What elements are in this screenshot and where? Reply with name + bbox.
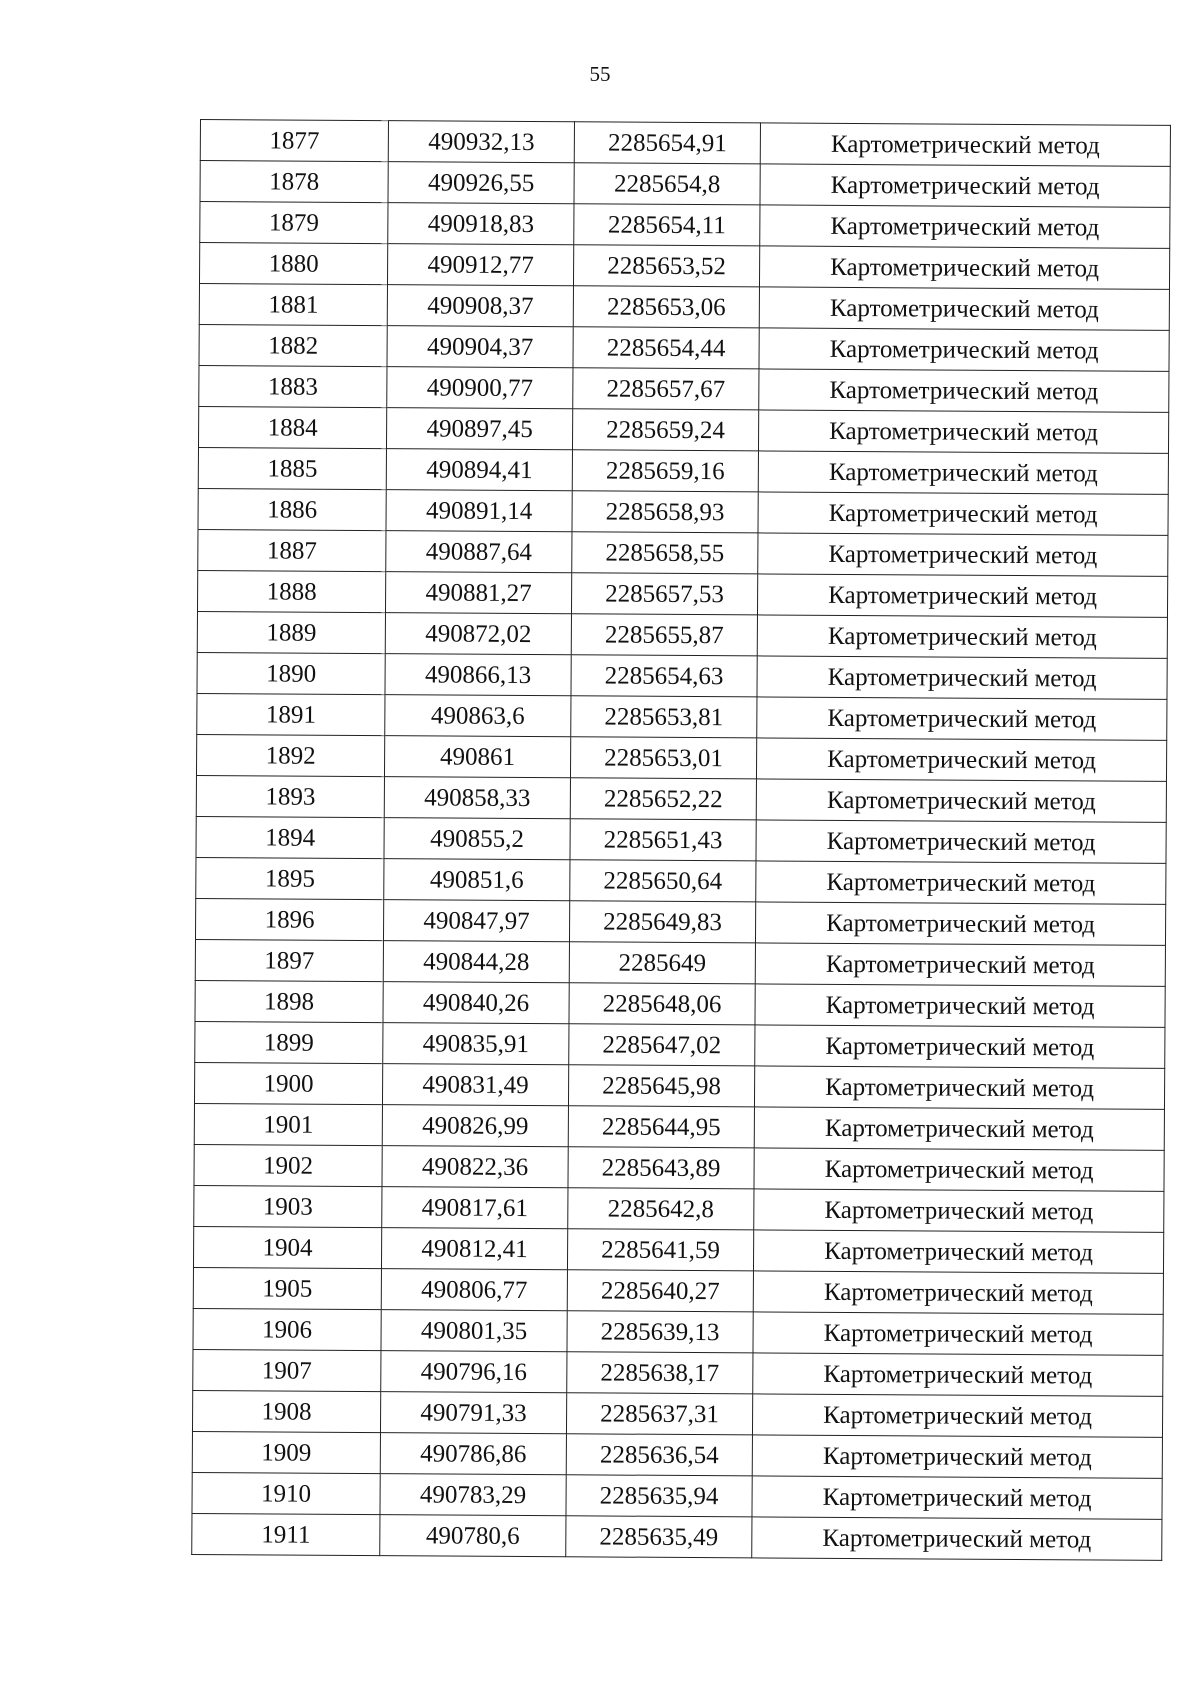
- coordinates-table: [191, 119, 1171, 1561]
- method-cell: Картометрический метод: [759, 328, 1169, 372]
- y-coordinate-cell: 2285651,43: [570, 819, 756, 861]
- method-cell: Картометрический метод: [757, 656, 1167, 700]
- coordinates-table-body: [192, 120, 1171, 1561]
- y-coordinate-cell: 2285638,17: [567, 1352, 753, 1394]
- y-coordinate-cell: 2285640,27: [567, 1270, 753, 1312]
- x-coordinate-cell: 490791,33: [380, 1392, 566, 1434]
- x-coordinate-cell: 490894,41: [386, 449, 572, 491]
- point-number-cell: 1899: [195, 1021, 383, 1063]
- x-coordinate-cell: 490786,86: [380, 1433, 566, 1475]
- y-coordinate-cell: 2285643,89: [568, 1147, 754, 1189]
- method-cell: Картометрический метод: [754, 1148, 1164, 1192]
- table-row: [197, 693, 1167, 740]
- point-number-cell: 1898: [195, 980, 383, 1022]
- table-row: [196, 816, 1166, 863]
- y-coordinate-cell: 2285659,16: [572, 450, 758, 492]
- y-coordinate-cell: 2285653,06: [573, 286, 759, 328]
- x-coordinate-cell: 490897,45: [386, 408, 572, 450]
- x-coordinate-cell: 490796,16: [381, 1351, 567, 1393]
- table-row: [196, 734, 1166, 781]
- table-row: [194, 1062, 1164, 1109]
- point-number-cell: 1883: [199, 365, 387, 407]
- x-coordinate-cell: 490801,35: [381, 1310, 567, 1352]
- table-row: [194, 1103, 1164, 1150]
- point-number-cell: 1880: [199, 243, 387, 285]
- y-coordinate-cell: 2285636,54: [566, 1434, 752, 1476]
- table-row: [195, 980, 1165, 1027]
- method-cell: Картометрический метод: [759, 287, 1169, 331]
- method-cell: Картометрический метод: [753, 1271, 1163, 1315]
- point-number-cell: 1892: [196, 734, 384, 776]
- table-row: [198, 406, 1168, 453]
- y-coordinate-cell: 2285647,02: [569, 1024, 755, 1066]
- x-coordinate-cell: 490783,29: [380, 1474, 566, 1516]
- table-row: [192, 1472, 1162, 1519]
- point-number-cell: 1879: [200, 202, 388, 244]
- table-row: [197, 570, 1167, 617]
- point-number-cell: 1909: [192, 1431, 380, 1473]
- x-coordinate-cell: 490881,27: [385, 572, 571, 614]
- method-cell: Картометрический метод: [757, 574, 1167, 618]
- x-coordinate-cell: 490904,37: [387, 326, 573, 368]
- x-coordinate-cell: 490822,36: [382, 1146, 568, 1188]
- x-coordinate-cell: 490835,91: [383, 1023, 569, 1065]
- x-coordinate-cell: 490855,2: [384, 818, 570, 860]
- y-coordinate-cell: 2285649,83: [569, 901, 755, 943]
- method-cell: Картометрический метод: [755, 943, 1165, 987]
- method-cell: Картометрический метод: [759, 246, 1169, 290]
- page-number: 55: [589, 62, 611, 86]
- point-number-cell: 1894: [196, 816, 384, 858]
- x-coordinate-cell: 490840,26: [383, 982, 569, 1024]
- method-cell: Картометрический метод: [752, 1394, 1162, 1438]
- table-row: [196, 775, 1166, 822]
- table-row: [199, 284, 1169, 331]
- table-row: [199, 365, 1169, 412]
- point-number-cell: 1900: [194, 1062, 382, 1104]
- point-number-cell: 1886: [198, 488, 386, 530]
- y-coordinate-cell: 2285658,93: [572, 491, 758, 533]
- method-cell: Картометрический метод: [757, 615, 1167, 659]
- point-number-cell: 1906: [193, 1308, 381, 1350]
- x-coordinate-cell: 490861: [384, 736, 570, 778]
- method-cell: Картометрический метод: [753, 1353, 1163, 1397]
- y-coordinate-cell: 2285649: [569, 942, 755, 984]
- x-coordinate-cell: 490918,83: [388, 203, 574, 245]
- x-coordinate-cell: 490831,49: [382, 1064, 568, 1106]
- y-coordinate-cell: 2285659,24: [572, 409, 758, 451]
- point-number-cell: 1881: [199, 284, 387, 326]
- table-row: [193, 1349, 1163, 1396]
- x-coordinate-cell: 490826,99: [382, 1105, 568, 1147]
- x-coordinate-cell: 490817,61: [382, 1187, 568, 1229]
- y-coordinate-cell: 2285645,98: [568, 1065, 754, 1107]
- point-number-cell: 1905: [193, 1267, 381, 1309]
- point-number-cell: 1889: [197, 611, 385, 653]
- method-cell: Картометрический метод: [754, 1107, 1164, 1151]
- method-cell: Картометрический метод: [753, 1312, 1163, 1356]
- table-row: [199, 324, 1169, 371]
- point-number-cell: 1878: [200, 161, 388, 203]
- y-coordinate-cell: 2285644,95: [568, 1106, 754, 1148]
- point-number-cell: 1910: [192, 1472, 380, 1514]
- method-cell: Картометрический метод: [756, 861, 1166, 905]
- method-cell: Картометрический метод: [757, 697, 1167, 741]
- table-row: [192, 1513, 1162, 1560]
- point-number-cell: 1888: [197, 570, 385, 612]
- table-row: [193, 1267, 1163, 1314]
- x-coordinate-cell: 490847,97: [383, 900, 569, 942]
- x-coordinate-cell: 490866,13: [385, 654, 571, 696]
- table-row: [200, 161, 1170, 208]
- table-row: [195, 939, 1165, 986]
- point-number-cell: 1891: [197, 693, 385, 735]
- point-number-cell: 1885: [198, 447, 386, 489]
- point-number-cell: 1903: [194, 1185, 382, 1227]
- x-coordinate-cell: 490900,77: [387, 367, 573, 409]
- method-cell: Картометрический метод: [760, 205, 1170, 249]
- point-number-cell: 1895: [196, 857, 384, 899]
- method-cell: Картометрический метод: [759, 369, 1169, 413]
- y-coordinate-cell: 2285658,55: [572, 532, 758, 574]
- x-coordinate-cell: 490851,6: [384, 859, 570, 901]
- y-coordinate-cell: 2285652,22: [570, 778, 756, 820]
- table-row: [192, 1431, 1162, 1478]
- table-row: [198, 529, 1168, 576]
- point-number-cell: 1904: [193, 1226, 381, 1268]
- method-cell: Картометрический метод: [755, 1025, 1165, 1069]
- point-number-cell: 1911: [192, 1513, 380, 1555]
- x-coordinate-cell: 490806,77: [381, 1269, 567, 1311]
- table-row: [200, 202, 1170, 249]
- y-coordinate-cell: 2285653,01: [570, 737, 756, 779]
- table-row: [192, 1390, 1162, 1437]
- method-cell: Картометрический метод: [755, 984, 1165, 1028]
- point-number-cell: 1887: [198, 529, 386, 571]
- y-coordinate-cell: 2285654,44: [573, 327, 759, 369]
- y-coordinate-cell: 2285639,13: [567, 1311, 753, 1353]
- method-cell: Картометрический метод: [752, 1517, 1162, 1561]
- table-row: [194, 1185, 1164, 1232]
- x-coordinate-cell: 490932,13: [388, 121, 574, 163]
- table-row: [198, 447, 1168, 494]
- x-coordinate-cell: 490780,6: [380, 1515, 566, 1557]
- y-coordinate-cell: 2285642,8: [568, 1188, 754, 1230]
- point-number-cell: 1907: [193, 1349, 381, 1391]
- table-row: [195, 1021, 1165, 1068]
- x-coordinate-cell: 490858,33: [384, 777, 570, 819]
- point-number-cell: 1890: [197, 652, 385, 694]
- point-number-cell: 1882: [199, 324, 387, 366]
- point-number-cell: 1893: [196, 775, 384, 817]
- method-cell: Картометрический метод: [755, 902, 1165, 946]
- y-coordinate-cell: 2285654,11: [574, 204, 760, 246]
- method-cell: Картометрический метод: [758, 492, 1168, 536]
- point-number-cell: 1897: [195, 939, 383, 981]
- table-row: [199, 243, 1169, 290]
- x-coordinate-cell: 490863,6: [385, 695, 571, 737]
- point-number-cell: 1901: [194, 1103, 382, 1145]
- x-coordinate-cell: 490891,14: [386, 490, 572, 532]
- method-cell: Картометрический метод: [752, 1476, 1162, 1520]
- x-coordinate-cell: 490812,41: [381, 1228, 567, 1270]
- y-coordinate-cell: 2285650,64: [570, 860, 756, 902]
- y-coordinate-cell: 2285655,87: [571, 614, 757, 656]
- method-cell: Картометрический метод: [754, 1189, 1164, 1233]
- table-row: [197, 652, 1167, 699]
- method-cell: Картометрический метод: [754, 1066, 1164, 1110]
- method-cell: Картометрический метод: [760, 123, 1170, 167]
- method-cell: Картометрический метод: [753, 1230, 1163, 1274]
- y-coordinate-cell: 2285657,67: [573, 368, 759, 410]
- x-coordinate-cell: 490926,55: [388, 162, 574, 204]
- method-cell: Картометрический метод: [758, 533, 1168, 577]
- y-coordinate-cell: 2285648,06: [569, 983, 755, 1025]
- point-number-cell: 1896: [195, 898, 383, 940]
- table-row: [197, 611, 1167, 658]
- x-coordinate-cell: 490844,28: [383, 941, 569, 983]
- method-cell: Картометрический метод: [752, 1435, 1162, 1479]
- method-cell: Картометрический метод: [760, 164, 1170, 208]
- method-cell: Картометрический метод: [756, 779, 1166, 823]
- point-number-cell: 1908: [192, 1390, 380, 1432]
- method-cell: Картометрический метод: [758, 451, 1168, 495]
- x-coordinate-cell: 490872,02: [385, 613, 571, 655]
- y-coordinate-cell: 2285637,31: [566, 1393, 752, 1435]
- table-row: [194, 1144, 1164, 1191]
- table-row: [193, 1308, 1163, 1355]
- y-coordinate-cell: 2285653,52: [573, 245, 759, 287]
- method-cell: Картометрический метод: [756, 820, 1166, 864]
- table-row: [193, 1226, 1163, 1273]
- method-cell: Картометрический метод: [758, 410, 1168, 454]
- table-row: [200, 120, 1170, 167]
- y-coordinate-cell: 2285653,81: [571, 696, 757, 738]
- method-cell: Картометрический метод: [756, 738, 1166, 782]
- table-row: [196, 857, 1166, 904]
- x-coordinate-cell: 490908,37: [387, 285, 573, 327]
- point-number-cell: 1902: [194, 1144, 382, 1186]
- x-coordinate-cell: 490887,64: [386, 531, 572, 573]
- y-coordinate-cell: 2285654,63: [571, 655, 757, 697]
- point-number-cell: 1877: [200, 120, 388, 162]
- y-coordinate-cell: 2285654,8: [574, 163, 760, 205]
- table-row: [195, 898, 1165, 945]
- y-coordinate-cell: 2285635,94: [566, 1475, 752, 1517]
- point-number-cell: 1884: [198, 406, 386, 448]
- y-coordinate-cell: 2285654,91: [574, 122, 760, 164]
- x-coordinate-cell: 490912,77: [387, 244, 573, 286]
- y-coordinate-cell: 2285635,49: [566, 1516, 752, 1558]
- table-row: [198, 488, 1168, 535]
- y-coordinate-cell: 2285641,59: [567, 1229, 753, 1271]
- y-coordinate-cell: 2285657,53: [571, 573, 757, 615]
